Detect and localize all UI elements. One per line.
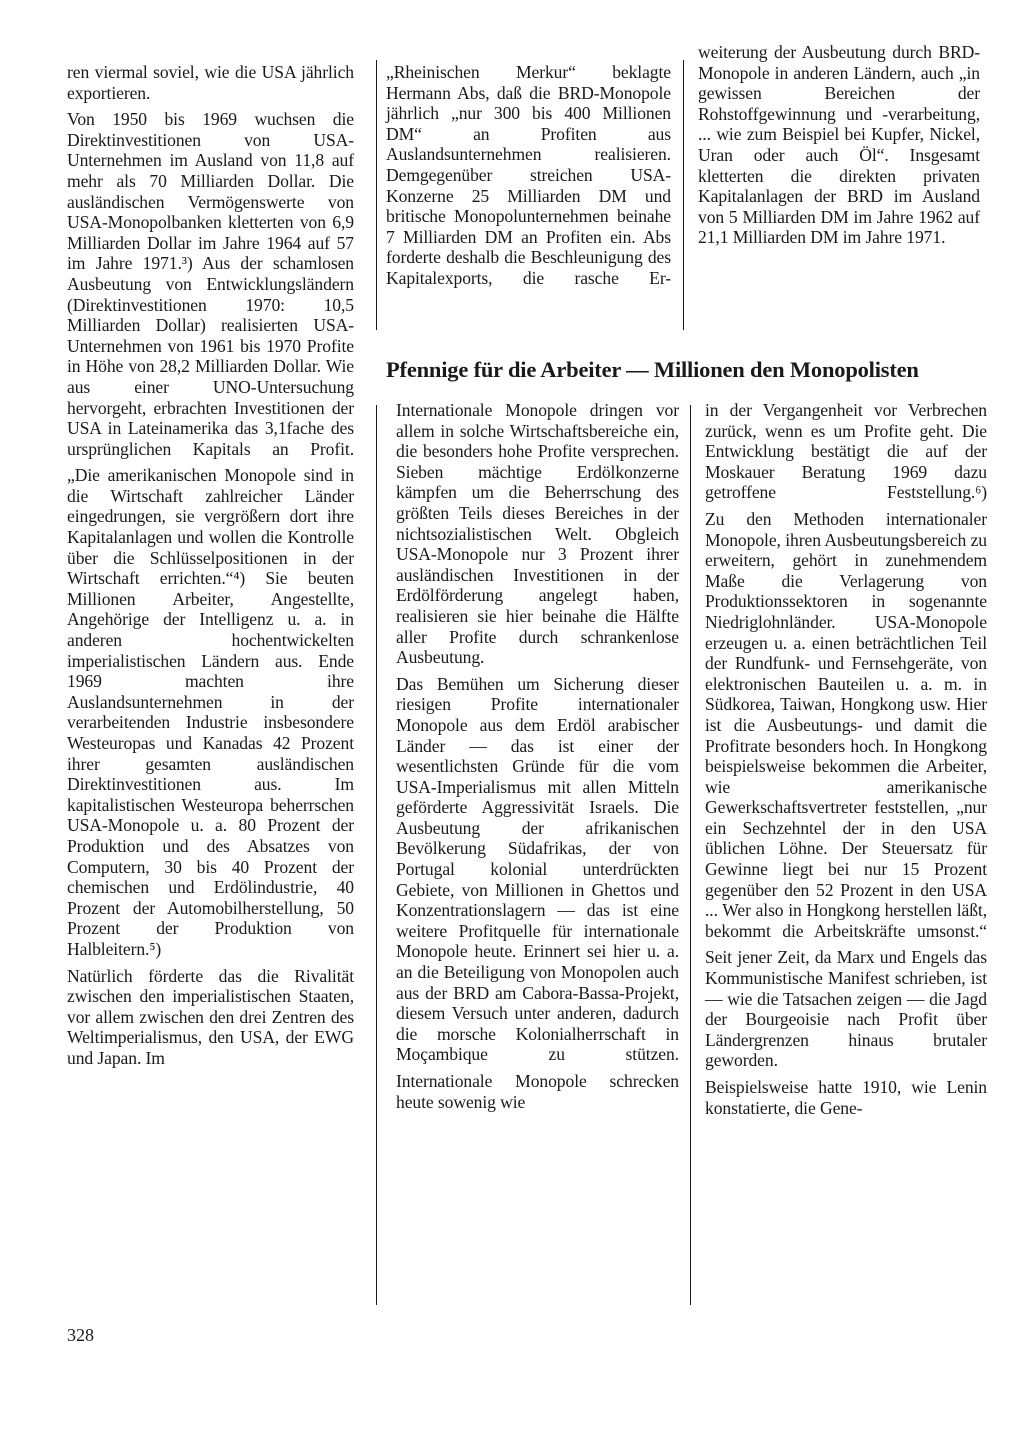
column-divider (683, 60, 684, 330)
paragraph: Zu den Methoden internationaler Monopole, ihren Ausbeutungsbereich zu erweitern, gehört in zunehmendem Maße die Verlagerung von Produktionssektoren in sogenannte Niedriglohnländer. USA-Monopole erzeugen u. a. einen beträchtlichen Teil der Rundfunk- und Fernsehgeräte, von elektronischen Bauteilen u. a. m. in Südkorea, Taiwan, Hongkong usw. Hier ist die Ausbeutungs- und damit die Profitrate besonders hoch. In Hongkong beispielsweise bekommen die Arbeiter, wie amerikanische Gewerkschaftsvertreter feststellen, „nur ein Sechzehntel der in den USA üblichen Löhne. Der Steuersatz für Gewinne liegt bei nur 15 Prozent gegenüber den 52 Prozent in den USA ... Wer also in Hongkong herstellen läßt, bekommt die Arbeitskräfte umsonst.“ (705, 508, 987, 941)
column-middle-bottom (396, 400, 679, 1118)
column-right-top (698, 42, 980, 254)
column-divider (690, 405, 691, 1305)
column-right-bottom (705, 400, 987, 1124)
paragraph: „Die amerikanischen Monopole sind in die Wirtschaft zahlreicher Länder eingedrungen, sie vergrößern dort ihre Kapitalanlagen und wollen die Kontrolle über die Schlüsselpositionen in der Wirtschaft errichten.“⁴) Sie beuten Millionen Arbeiter, Angestellte, Angehörige der Intelligenz u. a. in anderen hochentwickelten imperialistischen Ländern aus. Ende 1969 machten ihre Auslandsunternehmen in der verarbeitenden Industrie insbesondere Westeuropas und Kanadas 42 Prozent ihrer gesamten ausländischen Direktinvestitionen aus. Im kapitalistischen Westeuropa beherrschen USA-Monopole u. a. 80 Prozent der Produktion und des Absatzes von Computern, 30 bis 40 Prozent der chemischen und Erdölindustrie, 40 Prozent der Automobilherstellung, 50 Prozent der Produktion von Halbleitern.⁵) (67, 465, 354, 959)
column-divider (376, 405, 377, 1305)
paragraph: Das Bemühen um Sicherung dieser riesigen Profite internationaler Monopole aus dem Erdöl arabischer Länder — das ist einer der wesentlichsten Gründe für die vom USA-Imperialismus mit allen Mitteln geförderte Aggressivität Israels. Die Ausbeutung der afrikanischen Bevölkerung Südafrikas, der von Portugal kolonial unterdrückten Gebiete, von Millionen in Ghettos und Konzentrationslagern — das ist eine weitere Profitquelle für internationale Monopole heute. Erinnert sei hier u. a. an die Beteiligung von Monopolen auch aus der BRD am Cabora-Bassa-Projekt, diesem Versuch unter anderen, dadurch die morsche Kolonialherrschaft in Moçambique zu stützen. (396, 673, 679, 1065)
paragraph: Seit jener Zeit, da Marx und Engels das Kommunistische Manifest schrieben, ist — wie die Tatsachen zeigen — die Jagd der Bourgeoisie nach Profit über Ländergrenzen hinaus brutaler geworden. (705, 947, 987, 1071)
paragraph: Internationale Monopole dringen vor allem in solche Wirtschaftsbereiche ein, die besonders hohe Profite versprechen. Sieben mächtige Erdölkonzerne kämpfen um die Beherrschung des größten Teils dieses Bereiches in der nichtsozialistischen Welt. Obgleich USA-Monopole nur 3 Prozent ihrer ausländischen Investitionen in der Erdölförderung angelegt haben, realisieren sie hier beinahe die Hälfte aller Profite durch schrankenlose Ausbeutung. (396, 400, 679, 668)
paragraph: in der Vergangenheit vor Verbrechen zurück, wenn es um Profite geht. Die Entwicklung bestätigt die auf der Moskauer Beratung 1969 dazu getroffene Feststellung.⁶) (705, 400, 987, 503)
paragraph: Natürlich förderte das die Rivalität zwischen den imperialistischen Staaten, vor allem zwischen den drei Zentren des Weltimperialismus, den USA, der EWG und Japan. Im (67, 965, 354, 1068)
page-number: 328 (67, 1325, 94, 1345)
paragraph: weiterung der Ausbeutung durch BRD-Monopole in anderen Ländern, auch „in gewissen Bereichen der Rohstoffgewinnung und -verarbeitung, ... wie zum Beispiel bei Kupfer, Nickel, Uran oder auch Öl“. Insgesamt kletterten die direkten privaten Kapitalanlagen der BRD im Ausland von 5 Milliarden DM im Jahre 1962 auf 21,1 Milliarden DM im Jahre 1971. (698, 42, 980, 248)
section-heading: Pfennige für die Arbeiter — Millionen den Monopolisten (386, 357, 919, 382)
paragraph: ren viermal soviel, wie die USA jährlich exportieren. (67, 62, 354, 103)
column-left (67, 62, 354, 1075)
column-middle-top (386, 62, 671, 295)
paragraph: Beispielsweise hatte 1910, wie Lenin konstatierte, die Gene- (705, 1077, 987, 1118)
paragraph: „Rheinischen Merkur“ beklagte Hermann Abs, daß die BRD-Monopole jährlich „nur 300 bis 400 Millionen DM“ an Profiten aus Auslandsunternehmen realisieren. Demgegenüber streichen USA-Konzerne 25 Milliarden DM und britische Monopolunternehmen beinahe 7 Milliarden DM an Profiten ein. Abs forderte deshalb die Beschleunigung des Kapitalexports, die rasche Er- (386, 62, 671, 288)
paragraph: Von 1950 bis 1969 wuchsen die Direktinvestitionen von USA-Unternehmen im Ausland von 11,8 auf mehr als 70 Milliarden Dollar. Die ausländischen Vermögenswerte von USA-Monopolbanken kletterten von 6,9 Milliarden Dollar im Jahre 1964 auf 57 im Jahre 1971.³) Aus der schamlosen Ausbeutung von Entwicklungsländern (Direktinvestitionen 1970: 10,5 Milliarden Dollar) realisierten USA-Unternehmen von 1961 bis 1970 Profite in Höhe von 28,2 Milliarden Dollar. Wie aus einer UNO-Untersuchung hervorgeht, erbrachten Investitionen der USA in Lateinamerika das 3,1fache des ursprünglichen Kapitals an Profit. (67, 109, 354, 459)
column-divider (376, 60, 377, 330)
paragraph: Internationale Monopole schrecken heute sowenig wie (396, 1071, 679, 1112)
